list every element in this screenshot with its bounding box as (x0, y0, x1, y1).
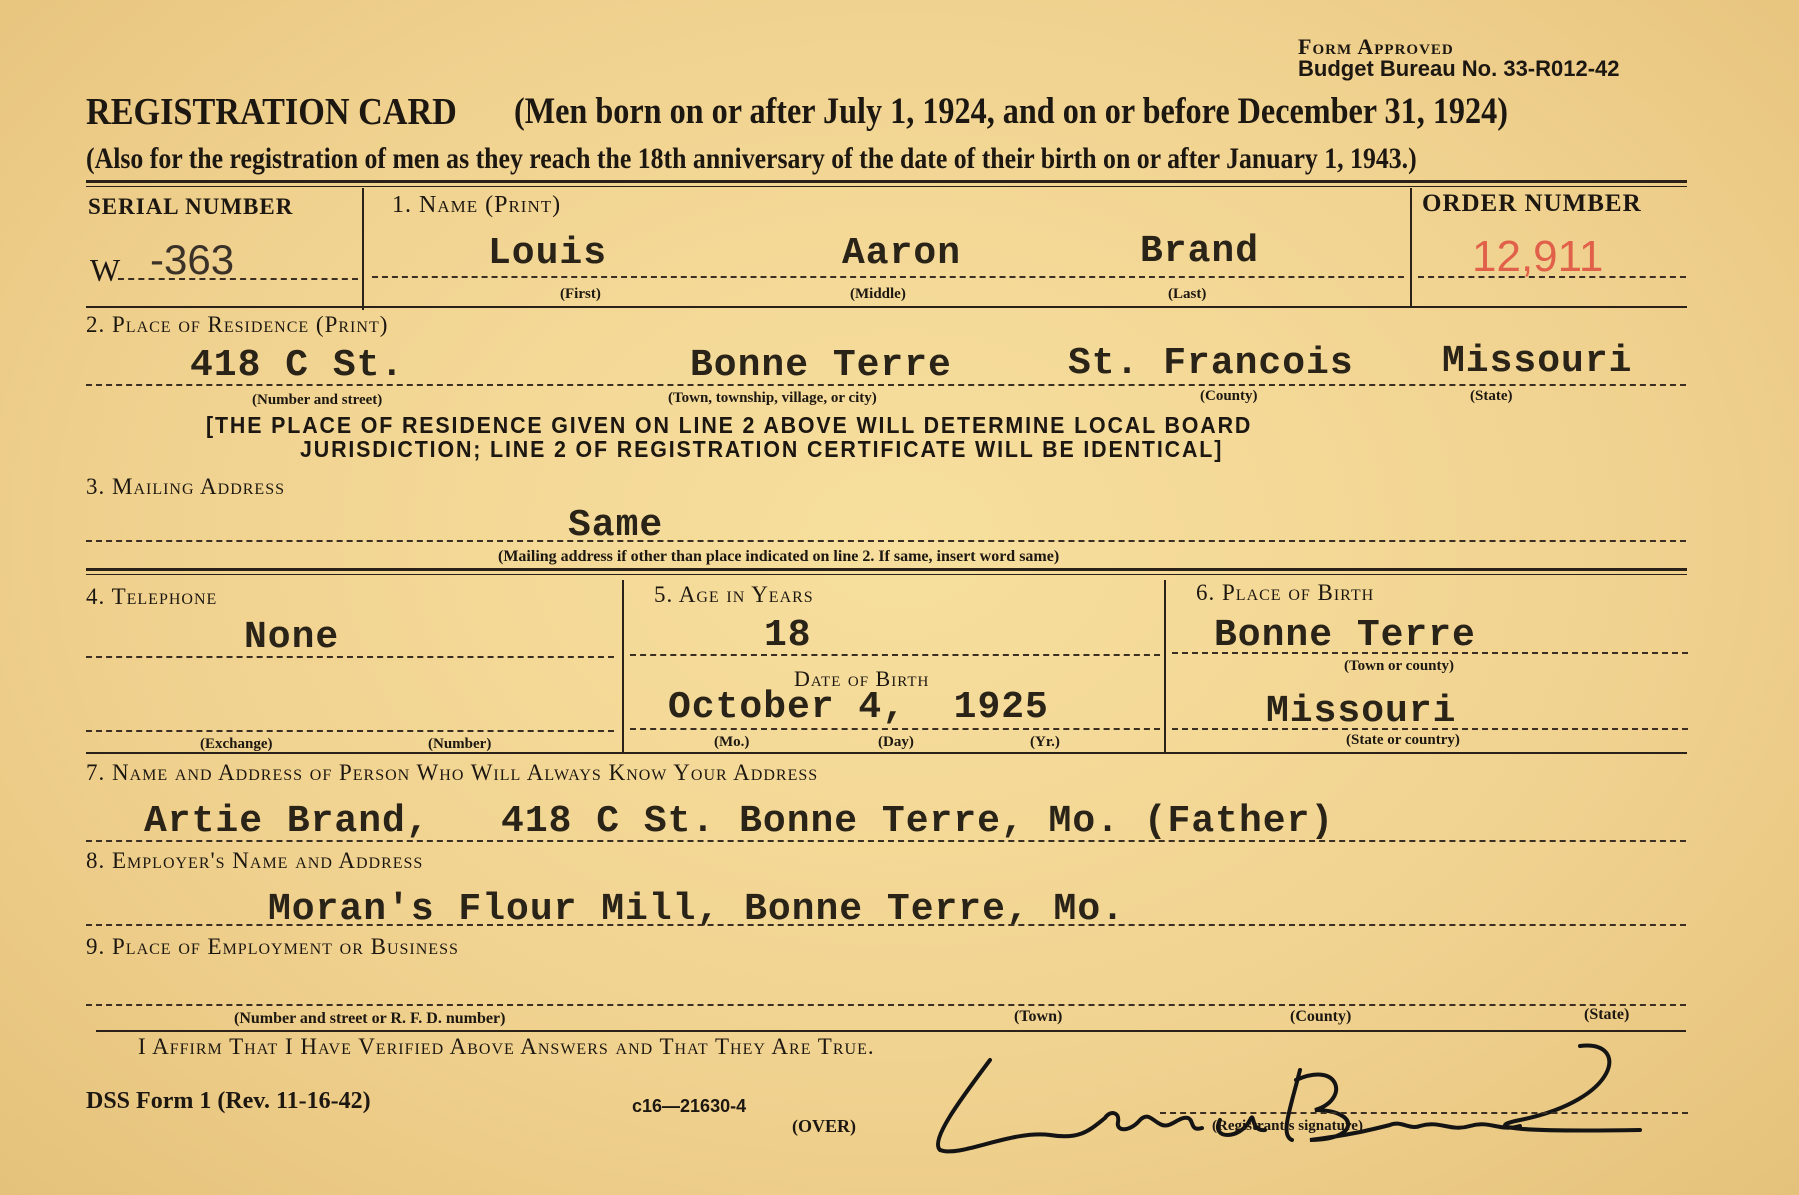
birth-town-sublabel: (Town or county) (1344, 658, 1455, 674)
last-sublabel: (Last) (1168, 286, 1207, 302)
divider-age-birthplace (1164, 580, 1166, 752)
name-label: 1. Name (Print) (392, 192, 562, 218)
birth-town-line (1172, 652, 1688, 654)
print-code: c16—21630-4 (632, 1096, 747, 1116)
employer-line (86, 924, 1686, 926)
row1-bottom-rule (86, 306, 1687, 308)
telephone-value: None (244, 616, 340, 659)
serial-number-value: -363 (150, 236, 235, 283)
last-name-value: Brand (1140, 230, 1260, 273)
dob-label: Date of Birth (794, 666, 930, 691)
eligibility-note: (Also for the registration of men as they reach the 18th anniversary of the date of their birth on or after January 1, 1943.) (86, 142, 1417, 175)
middle-name-value: Aaron (842, 232, 962, 275)
form-approved-label: Form Approved (1298, 34, 1454, 59)
signature-sublabel: (Registrant's signature) (1212, 1118, 1363, 1134)
year-sublabel: (Yr.) (1030, 734, 1060, 750)
budget-bureau-number: Budget Bureau No. 33-R012-42 (1298, 56, 1620, 81)
birth-state-sublabel: (State or country) (1346, 732, 1460, 748)
telephone-line-2 (86, 730, 614, 732)
employer-value: Moran's Flour Mill, Bonne Terre, Mo. (268, 888, 1125, 931)
dob-value: October 4, 1925 (668, 686, 1049, 729)
divider-name-order (1410, 188, 1412, 306)
over-note: (OVER) (792, 1116, 856, 1136)
first-sublabel: (First) (560, 286, 601, 302)
serial-line (118, 278, 358, 280)
birth-state-value: Missouri (1266, 690, 1457, 733)
mailing-line (86, 540, 1686, 542)
row9-bottom-rule (96, 1030, 1686, 1032)
serial-number-label: SERIAL NUMBER (88, 194, 294, 219)
dob-line (630, 728, 1160, 730)
signature-line (1160, 1112, 1688, 1114)
birth-state-line (1172, 728, 1688, 730)
divider-phone-age (622, 580, 624, 752)
row4-bottom-rule (86, 752, 1687, 754)
age-label: 5. Age in Years (654, 582, 814, 607)
middle-sublabel: (Middle) (850, 286, 906, 302)
order-number-value: 12,911 (1472, 232, 1604, 281)
town-sublabel: (Town, township, village, or city) (668, 390, 877, 406)
residence-label: 2. Place of Residence (Print) (86, 312, 389, 337)
order-line (1418, 276, 1686, 278)
month-sublabel: (Mo.) (714, 734, 750, 750)
mailing-value: Same (568, 504, 664, 547)
employment-state-sublabel: (State) (1584, 1006, 1630, 1023)
mailing-note: (Mailing address if other than place indicated on line 2. If same, insert word same) (498, 548, 1060, 565)
name-line (372, 276, 1404, 278)
birth-town-value: Bonne Terre (1214, 614, 1476, 657)
residence-street-value: 418 C St. (190, 344, 405, 387)
employment-town-sublabel: (Town) (1014, 1008, 1063, 1025)
order-number-label: ORDER NUMBER (1422, 190, 1642, 217)
telephone-line-1 (86, 656, 614, 658)
state-sublabel: (State) (1470, 388, 1513, 404)
birth-range-note: (Men born on or after July 1, 1924, and on or before December 31, 1924) (514, 91, 1508, 132)
number-sublabel: (Number) (428, 736, 492, 752)
row3-bottom-rule-thin (86, 574, 1687, 575)
row3-bottom-rule (86, 568, 1687, 571)
residence-line (86, 384, 1686, 386)
contact-value: Artie Brand, 418 C St. Bonne Terre, Mo. (Father) (144, 800, 1335, 843)
serial-prefix: W (90, 252, 121, 288)
age-value: 18 (764, 614, 812, 657)
day-sublabel: (Day) (878, 734, 914, 750)
first-name-value: Louis (488, 232, 608, 275)
card-title: REGISTRATION CARD (86, 91, 457, 133)
contact-line (86, 840, 1686, 842)
employer-label: 8. Employer's Name and Address (86, 848, 424, 873)
header-rule-thin (86, 186, 1687, 187)
affirmation-statement: I Affirm That I Have Verified Above Answers and That They Are True. (138, 1034, 875, 1059)
birthplace-label: 6. Place of Birth (1196, 580, 1375, 605)
header-rule (86, 180, 1687, 183)
jurisdiction-notice-2: JURISDICTION; LINE 2 OF REGISTRATION CERTIFICATE WILL BE IDENTICAL] (300, 436, 1224, 462)
registrant-signature (920, 1040, 1660, 1160)
county-sublabel: (County) (1200, 388, 1258, 404)
exchange-sublabel: (Exchange) (200, 736, 273, 752)
employment-county-sublabel: (County) (1290, 1008, 1352, 1025)
residence-state-value: Missouri (1442, 340, 1633, 383)
contact-label: 7. Name and Address of Person Who Will Always Know Your Address (86, 760, 819, 785)
jurisdiction-notice-1: [THE PLACE OF RESIDENCE GIVEN ON LINE 2 ABOVE WILL DETERMINE LOCAL BOARD (206, 412, 1253, 438)
telephone-label: 4. Telephone (86, 584, 218, 609)
street-sublabel: (Number and street) (252, 392, 383, 408)
divider-serial-name (362, 188, 364, 310)
age-line (630, 654, 1160, 656)
residence-county-value: St. Francois (1068, 342, 1354, 385)
employment-place-line (86, 1004, 1686, 1006)
mailing-label: 3. Mailing Address (86, 474, 285, 499)
residence-town-value: Bonne Terre (690, 344, 952, 387)
rfd-sublabel: (Number and street or R. F. D. number) (234, 1010, 506, 1027)
employment-place-label: 9. Place of Employment or Business (86, 934, 459, 959)
form-id: DSS Form 1 (Rev. 11-16-42) (86, 1088, 371, 1114)
